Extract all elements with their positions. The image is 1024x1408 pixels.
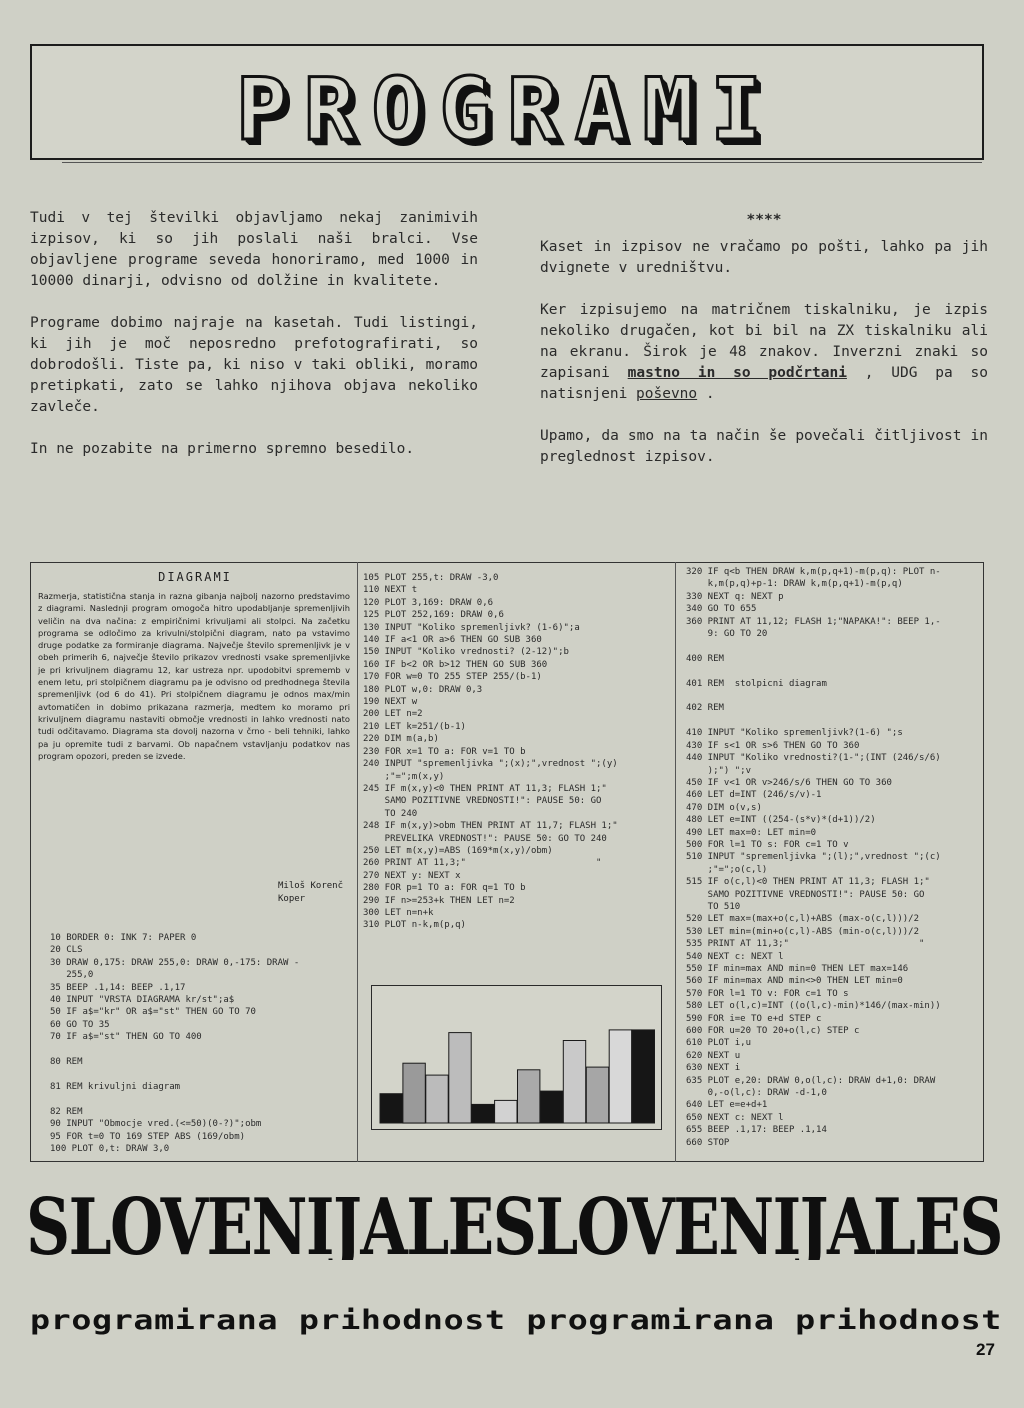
code-line [50, 1044, 355, 1056]
code-line: 450 IF v<1 OR v>246/s/6 THEN GO TO 360 [686, 777, 892, 788]
code-line [686, 715, 984, 727]
column-divider [675, 562, 676, 1162]
intro-paragraph: Tudi v tej številki objavljamo nekaj zanimivih izpisov, ki so jih poslali naši bralci. Vse objavljene programe seveda honoriramo, med 1000 in 10000 dinarji, odvisno od dolžine in kvalitete. [30, 210, 478, 289]
code-line: 150 INPUT "Koliko vrednosti? (2-12)";b [363, 647, 569, 658]
code-line: 30 DRAW 0,175: DRAW 255,0: DRAW 0,-175: DRAW - [50, 957, 300, 968]
intro-paragraph: Kaset in izpisov ne vračamo po pošti, lahko pa jih dvignete v uredništvu. [540, 239, 988, 276]
code-line: 245 IF m(x,y)<0 THEN PRINT AT 11,3; FLASH 1;" [363, 783, 607, 794]
code-line: 250 LET m(x,y)=ABS (169*m(x,y)/obm) [363, 845, 553, 856]
column-divider [357, 562, 358, 1162]
code-line: 600 FOR u=20 TO 20+o(l,c) STEP c [686, 1026, 860, 1037]
code-line: 590 FOR i=e TO e+d STEP c [686, 1013, 822, 1024]
code-line: 9: GO TO 20 [686, 629, 768, 640]
chart-bar [449, 1033, 471, 1123]
intro-paragraph: Upamo, da smo na ta način še povečali čitljivost in preglednost izpisov. [540, 428, 988, 465]
code-line: 220 DIM m(a,b) [363, 734, 439, 745]
intro-paragraph: In ne pozabite na primerno spremno besedilo. [30, 441, 415, 457]
code-line: 180 PLOT w,0: DRAW 0,3 [363, 684, 483, 695]
code-line: 125 PLOT 252,169: DRAW 0,6 [363, 610, 504, 621]
code-line: SAMO POZITIVNE VREDNOSTI!": PAUSE 50: GO [686, 889, 925, 900]
code-line: 50 IF a$="kr" OR a$="st" THEN GO TO 70 [50, 1007, 256, 1018]
author-name: Miloš Korenč [278, 881, 344, 891]
chart-bar [540, 1091, 562, 1123]
code-line: 300 LET n=n+k [363, 907, 434, 918]
intro-paragraph [540, 300, 988, 405]
code-line: 130 INPUT "Koliko spremenljivk? (1-6)";a [363, 622, 580, 633]
text-span: . [697, 386, 715, 402]
code-line: 650 NEXT c: NEXT l [686, 1112, 784, 1123]
code-line: PREVELIKA VREDNOST!": PAUSE 50: GO TO 240 [363, 833, 607, 844]
code-line: 560 IF min=max AND min<>0 THEN LET min=0 [686, 976, 903, 987]
code-line [686, 640, 984, 652]
code-line: 410 INPUT "Koliko spremenljivk?(1-6) ";s [686, 728, 903, 739]
code-line: 550 IF min=max AND min=0 THEN LET max=146 [686, 964, 909, 974]
code-listing-1 [50, 932, 355, 1155]
bar-chart-frame [371, 985, 662, 1130]
code-line: 500 FOR l=1 TO s: FOR c=1 TO v [686, 839, 849, 850]
code-line: 255,0 [50, 970, 94, 981]
code-line: 640 LET e=e+d+1 [686, 1100, 768, 1111]
code-line: 80 REM [50, 1057, 83, 1068]
code-listing-3 [686, 566, 984, 1149]
code-line: 515 IF o(c,l)<0 THEN PRINT AT 11,3; FLASH 1;" [686, 877, 930, 888]
code-line: 20 CLS [50, 945, 83, 956]
article-title: DIAGRAMI [158, 570, 232, 584]
code-line: 660 STOP [686, 1137, 730, 1148]
code-line: 430 IF s<1 OR s>6 THEN GO TO 360 [686, 740, 860, 751]
code-line: 490 LET max=0: LET min=0 [686, 827, 817, 838]
code-line: 290 IF n>=253+k THEN LET n=2 [363, 895, 515, 906]
banner-text: SLOVENIJALESLOVENIJALES [26, 1188, 1003, 1260]
stars-separator: **** [746, 212, 782, 228]
code-line: 190 NEXT w [363, 697, 418, 708]
article-text [38, 590, 350, 762]
code-line: 535 PRINT AT 11,3;" " [686, 939, 925, 950]
code-line: TO 240 [363, 808, 418, 819]
code-line: 635 PLOT e,20: DRAW 0,o(l,c): DRAW d+1,0: DRAW [686, 1075, 936, 1086]
code-line: 360 PRINT AT 11,12; FLASH 1;"NAPAKA!": BEEP 1,- [686, 616, 941, 627]
code-line [686, 690, 984, 702]
code-line: 40 INPUT "VRSTA DIAGRAMA kr/st";a$ [50, 995, 235, 1006]
code-line: 95 FOR t=0 TO 169 STEP ABS (169/obm) [50, 1131, 246, 1142]
bar-chart [372, 986, 661, 1129]
code-line: 120 PLOT 3,169: DRAW 0,6 [363, 597, 494, 608]
code-line: 230 FOR x=1 TO a: FOR v=1 TO b [363, 746, 526, 757]
code-line: 160 IF b<2 OR b>12 THEN GO SUB 360 [363, 659, 548, 670]
code-line: 0,-o(l,c): DRAW -d-1,0 [686, 1088, 827, 1099]
chart-bar [426, 1075, 448, 1123]
code-line: 100 PLOT 0,t: DRAW 3,0 [50, 1143, 170, 1154]
page-number: 27 [976, 1340, 995, 1359]
code-line: 70 IF a$="st" THEN GO TO 400 [50, 1032, 202, 1043]
header-box [30, 44, 984, 160]
chart-bar [609, 1030, 631, 1123]
page-title: PROGRAMI [235, 60, 779, 160]
chart-bar [380, 1094, 402, 1123]
code-line: 260 PRINT AT 11,3;" " [363, 858, 602, 869]
banner [26, 1188, 1004, 1260]
code-line: 530 LET min=(min+o(c,l)-ABS (min-o(c,l)))/2 [686, 926, 919, 937]
code-line: 200 LET n=2 [363, 709, 423, 720]
code-line: TO 510 [686, 901, 741, 912]
code-line: 540 NEXT c: NEXT l [686, 951, 784, 962]
tagline-text: programirana prihodnost programirana prihodnost [30, 1305, 1003, 1336]
code-line: 60 GO TO 35 [50, 1019, 110, 1030]
code-line: 655 BEEP .1,17: BEEP .1,14 [686, 1125, 827, 1136]
code-line: 340 GO TO 655 [686, 604, 757, 615]
chart-bar [495, 1100, 517, 1123]
text-span: Ker izpisujemo na matričnem tiskalniku, je izpis nekoliko drugačen, kot bi bil na ZX tiskalniku ali na ekranu. Širok je 48 znakov. Inverzni znaki so zapisani [540, 302, 988, 381]
code-line: SAMO POZITIVNE VREDNOSTI!": PAUSE 50: GO [363, 796, 602, 807]
banner-svg [26, 1188, 1004, 1260]
code-line: 330 NEXT q: NEXT p [686, 591, 784, 602]
chart-bar [563, 1041, 585, 1124]
code-listing-2 [363, 572, 673, 932]
code-line: 470 DIM o(v,s) [686, 802, 762, 813]
code-line: 580 LET o(l,c)=INT ((o(l,c)-min)*146/(max-min)) [686, 1001, 941, 1012]
code-line: ;"=";m(x,y) [363, 771, 445, 782]
code-line: 320 IF q<b THEN DRAW k,m(p,q+1)-m(p,q): PLOT n- [686, 567, 941, 577]
code-line: 440 INPUT "Koliko vrednosti?(1-";(INT (246/s/6) [686, 753, 941, 764]
code-line: 240 INPUT "spremenljivka ";(x);",vrednost ";(y) [363, 759, 618, 770]
chart-bar [472, 1104, 494, 1123]
code-line: 402 REM [686, 703, 724, 714]
code-line: k,m(p,q)+p-1: DRAW k,m(p,q+1)-m(p,q) [686, 579, 903, 590]
code-line: 110 NEXT t [363, 585, 418, 596]
code-line: 460 LET d=INT (246/s/v)-1 [686, 790, 822, 801]
code-line: 170 FOR w=0 TO 255 STEP 255/(b-1) [363, 672, 542, 683]
code-line: 401 REM stolpicni diagram [686, 678, 827, 689]
code-line: 310 PLOT n-k,m(p,q) [363, 920, 466, 931]
intro-left-column [30, 208, 478, 481]
code-line: 210 LET k=251/(b-1) [363, 721, 466, 732]
chart-bar [632, 1030, 654, 1123]
code-line: 10 BORDER 0: INK 7: PAPER 0 [50, 933, 197, 943]
text-span: , UDG pa so natisnjeni [540, 365, 988, 402]
code-line: 510 INPUT "spremenljivka ";(l);",vrednost ";(c) [686, 852, 941, 863]
code-line: 610 PLOT i,u [686, 1038, 752, 1049]
code-line: ;"=";o(c,l) [686, 864, 768, 875]
code-line: 570 FOR l=1 TO v: FOR c=1 TO s [686, 988, 849, 999]
code-line: 140 IF a<1 OR a>6 THEN GO SUB 360 [363, 635, 542, 646]
chart-bar [518, 1070, 540, 1123]
code-line [686, 665, 984, 677]
code-line: 620 NEXT u [686, 1050, 741, 1061]
chart-bar [586, 1067, 608, 1123]
bold-underlined-sample: mastno in so podčrtani [627, 365, 847, 381]
chart-bar [403, 1063, 425, 1123]
code-line: 400 REM [686, 653, 724, 664]
intro-paragraph: Programe dobimo najraje na kasetah. Tudi listingi, ki jih je moč neposredno prefotografirati, so dobrodošli. Tiste pa, ki niso v taki obliki, moramo pretipkati, zato se lahko njihova objava nekoliko zavleče. [30, 315, 478, 415]
code-line: 270 NEXT y: NEXT x [363, 870, 461, 881]
code-line: 35 BEEP .1,14: BEEP .1,17 [50, 982, 186, 993]
author-city: Koper [278, 894, 306, 904]
code-line [50, 1068, 355, 1080]
code-line: );") ";v [686, 765, 752, 776]
header-rule [62, 162, 982, 163]
author-block [278, 880, 343, 906]
code-line: 248 IF m(x,y)>obm THEN PRINT AT 11,7; FLASH 1;" [363, 821, 618, 832]
code-line: 82 REM [50, 1106, 83, 1117]
code-line: 90 INPUT "Obmocje vred.(<=50)(0-?)";obm [50, 1119, 262, 1130]
tagline [30, 1302, 1005, 1342]
tagline-svg [30, 1302, 1005, 1336]
code-line: 630 NEXT i [686, 1063, 741, 1074]
code-line [50, 1093, 355, 1105]
code-line: 520 LET max=(max+o(c,l)+ABS (max-o(c,l)))/2 [686, 914, 919, 925]
italic-sample: poševno [636, 386, 698, 402]
code-line: 480 LET e=INT ((254-(s*v)*(d+1))/2) [686, 815, 876, 826]
article-paragraph: Razmerja, statistična stanja in razna gibanja najbolj nazorno predstavimo z diagrami. Naslednji program omogoča hitro upodabljanje spremenljivih veličin na dva načina: z empiričnimi krivuljami ali stolpci. Na začetku programa se odločimo za krivulni/stolpični diagram, nato pa vstavimo druge podatke za formiranje diagrama. Največje število spremenljivk je v obeh primerih 6, največje število prikazov vrednosti vsake spremenljivke je pri krivuljnem diagramu 12, kar ustreza npr. upodobitvi sprememb v enem letu, pri stolpičnem diagramu pa je odvisno od predhodnega števila spremenljivk (od 6 do 41). Pri stolpičnem diagramu je odnos max/min avtomatičen in dobimo prikazana razmerja, medtem ko moramo pri krivuljnem diagramu nastaviti območje vrednosti in lahko vrednosti nato tudi odčitavamo. Diagrama sta dovolj nazorna v črno - beli tehniki, lahko pa ju opremite tudi z barvami. Ob napačnem vstavljanju podatkov nas program opozori, preden se izvede. [38, 591, 350, 761]
code-line: 105 PLOT 255,t: DRAW -3,0 [363, 573, 499, 583]
code-line: 81 REM krivuljni diagram [50, 1081, 181, 1092]
code-line: 280 FOR p=1 TO a: FOR q=1 TO b [363, 883, 526, 894]
intro-right-column [540, 210, 988, 489]
